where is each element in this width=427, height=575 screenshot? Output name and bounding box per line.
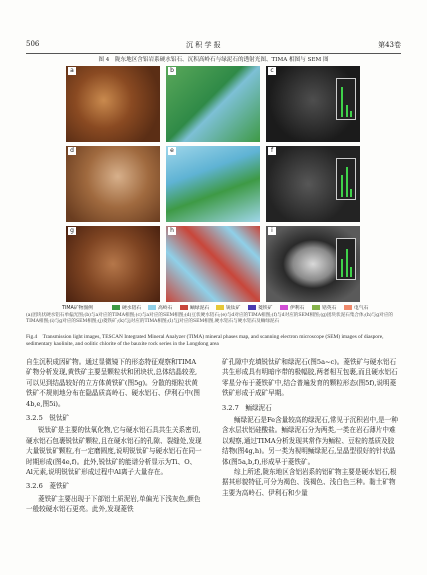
body-paragraph: 矿孔隙中充填锐钛矿和绿泥石(图5a~c)。菱铁矿与硬水铝石共生形成具有明暗序带的极幅胶,两者相互包裹,而且硬水铝石零星分布于菱铁矿中,结合普遍发育的颗粒形态(图5f),说明菱铁矿形成于成矿早期。	[222, 358, 398, 398]
legend-item: 锆英石	[312, 304, 336, 311]
legend-item: 电气石	[344, 304, 368, 311]
figure-caption-en: Fig.4 Transmission light images, TESCAN Integrated Mineral Analyzer (TIMA) mineral phases map, and scanning electron microscope (SEM) images of diaspore, sedimentary kaolinite, and oolitic chlorite of the bauxite rock series in the Longdong area	[26, 334, 384, 348]
legend-swatch	[248, 305, 256, 310]
left-column	[26, 357, 202, 515]
legend-swatch	[112, 305, 120, 310]
body-paragraph: 综上所述,陇东地区含铝岩系的铝矿物主要是硬水铝石,根据其形貌特征,可分为褐色、浅褐色、浅白色三种。黏土矿物主要为高岭石、伊利石和少量	[222, 468, 397, 497]
eds-spectrum-c	[336, 78, 356, 120]
panel-label-d: d	[68, 147, 76, 155]
legend-swatch	[344, 305, 352, 310]
legend-item: 菱铁矿	[248, 304, 272, 311]
panel-label-c: c	[268, 67, 276, 75]
section-heading: 3.2.6 菱铁矿	[26, 482, 70, 491]
panel-label-g: g	[68, 227, 76, 235]
panel-a	[66, 66, 160, 142]
panel-label-e: e	[168, 147, 176, 155]
panel-c	[266, 66, 360, 142]
eds-spectrum-f	[336, 158, 356, 200]
panel-b	[166, 66, 260, 142]
legend-item: 高岭石	[148, 304, 172, 311]
page-number: 506	[26, 40, 40, 48]
legend-swatch	[280, 305, 288, 310]
body-paragraph: 鲕绿泥石是Fe含量较高的绿泥石,常见于沉积岩中,是一种含水层状铝硅酸盐。鲕绿泥石分为两类,一类在岩石薄片中难以观察,通过TIMA分析发现其常作为鲕粒、豆粒的基质及胶结物(图4g,h)。另一类为视明鲕绿泥石,呈晶型很好的针状晶体(图5a,b,f),形成早于菱铁矿。	[222, 416, 398, 466]
journal-title: 沉 积 学 报	[186, 41, 221, 49]
legend-swatch	[216, 305, 224, 310]
figure-caption-cn: 图 4 陇东地区含铝岩系硬水铝石、沉积高岭石与绿泥石的透射光图、TIMA 相图与 SEM 图	[98, 57, 329, 63]
legend-swatch	[180, 305, 188, 310]
legend-item: 鲕绿泥石	[180, 304, 209, 311]
section-heading: 3.2.7 鲕绿泥石	[222, 403, 272, 412]
panel-i	[266, 226, 360, 302]
panel-g	[66, 226, 160, 302]
panel-f	[266, 146, 360, 222]
panel-label-a: a	[68, 67, 76, 75]
header-rule	[26, 53, 401, 54]
panel-label-h: h	[168, 227, 176, 235]
panel-h	[166, 226, 260, 302]
figure-panel-grid	[66, 66, 360, 302]
legend-swatch	[148, 305, 156, 310]
body-paragraph: 自生沉积成因矿物。通过显微镜下的形态特征观察和TIMA矿物分析发现,黄铁矿主要呈颗粒状和团块状,总体结晶较差,可以见到结晶较好的立方体黄铁矿(图5g)。分散的细粒状黄铁矿不规则地分布在隐晶质高岭石、硬水铝石、伊利石中(图4b,e,图5i)。	[26, 358, 201, 408]
tima-legend	[62, 304, 382, 312]
legend-item: 硬水铝石	[112, 304, 141, 311]
panel-label-f: f	[268, 147, 276, 155]
panel-label-b: b	[168, 67, 176, 75]
body-paragraph: 锐钛矿是主要的钛氧化物,它与硬水铝石具共生关系密切,硬水铝石包裹锐钛矿颗粒,且在硬水铝石的孔隙、裂缝处,发现大量锐钛矿颗粒,有一定磨圆度,说明锐钛矿与硬水铝石在同一时期形成(图4e,f)。此外,锐钛矿的能谱分析显示为Ti、O、Al元素,说明锐钛矿形成过程中Al离子大量存在。	[26, 426, 202, 477]
panel-e	[166, 146, 260, 222]
panel-label-i: i	[268, 227, 276, 235]
legend-swatch	[312, 305, 320, 310]
figure-note-cn: (a)团块状硬水铝石单偏光图;(b)与a对应的TIMA相图;(c)与a对应的SEM相图;(d)豆状硬水铝石;(e)与d对应的TIMA相图;(f)与d对应的SEM相图;(g)团块状泥石集合体;(h)与g对应的TIMA相图;(i)与g对应的SEM相图;(j)菱铁矿;(k)与j对应的TIMA相图;(l)与j对应的SEM相图,硬水铝石与硬水铝石及鲕绿泥石	[26, 313, 394, 325]
section-heading: 3.2.5 锐钛矿	[26, 414, 70, 423]
legend-item: 伊利石	[280, 304, 304, 311]
panel-d	[66, 146, 160, 222]
body-paragraph: 菱铁矿主要出现于下部铝土质泥岩,单偏光下浅灰色,颜色一般较硬水铝石更亮。此外,发现菱铁	[26, 494, 201, 514]
legend-item: 锐钛矿	[216, 304, 240, 311]
eds-spectrum-i	[336, 238, 356, 280]
right-column	[222, 357, 398, 498]
volume-label: 第43卷	[378, 41, 401, 49]
running-header	[26, 40, 401, 54]
legend-title: TIMA矿物图例	[62, 306, 93, 311]
